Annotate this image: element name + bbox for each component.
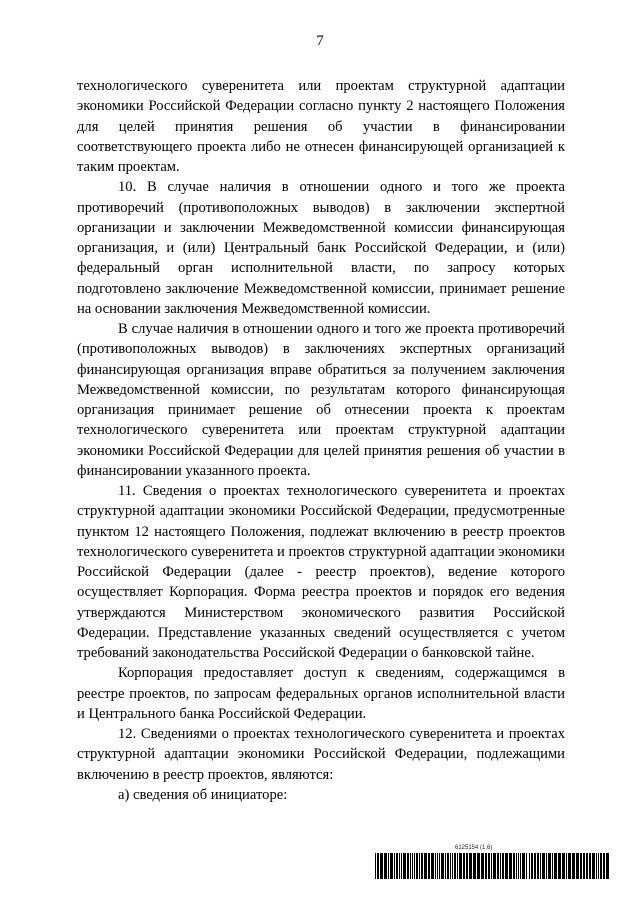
page-number: 7 bbox=[316, 33, 324, 49]
barcode-icon bbox=[375, 853, 609, 879]
paragraph-item-12: 12. Сведениями о проектах технологического суверенитета и проектах структурной адаптации экономики Российской Федерации, подлежащими включению в реестр проектов, являются: bbox=[77, 726, 565, 783]
paragraph-continuation: технологического суверенитета или проектам структурной адаптации экономики Российской Федерации согласно пункту 2 настоящего Положения для целей принятия решения об участии в финансировании соответствующего проекта либо не отнесен финансирующей организацией к таким проектам. bbox=[77, 78, 565, 175]
paragraph-item-11: 11. Сведения о проектах технологического суверенитета и проектах структурной адаптации экономики Российской Федерации, предусмотренные пунктом 12 настоящего Положения, подлежат включению в реестр проектов технологического суверенитета и проектов структурной адаптации экономики Российской Федерации (далее - реестр проектов), ведение которого осуществляет Корпорация. Форма реестра проектов и порядок его ведения утверждаются Министерством экономического развития Российской Федерации. Представление указанных сведений осуществляется с учетом требований законодательства Российской Федерации о банковской тайне. bbox=[77, 483, 565, 661]
paragraph-item-12-a: а) сведения об инициаторе: bbox=[118, 786, 288, 803]
paragraph-item-10-second: В случае наличия в отношении одного и того же проекта противоречий (противоположных выводов) в заключениях экспертных организаций финансирующая организация вправе обратиться за получением заключения Межведомственной комиссии, по результатам которого финансирующая организация принимает решение об отнесении проекта к проектам технологического суверенитета или проектам структурной адаптации экономики Российской Федерации для целей принятия решения об участии в финансировании указанного проекта. bbox=[77, 321, 565, 479]
paragraph-item-10: 10. В случае наличия в отношении одного и того же проекта противоречий (противоположных выводов) в заключении экспертной организации и заключении Межведомственной комиссии финансирующая организация, и (или) Центральный банк Российской Федерации, и (или) федеральный орган исполнительной власти, по запросу которых подготовлено заключение Межведомственной комиссии, принимает решение на основании заключения Межведомственной комиссии. bbox=[77, 179, 565, 317]
document-body bbox=[77, 76, 565, 805]
document-code: 6125154 (1.6) bbox=[455, 845, 493, 851]
paragraph-item-11-second: Корпорация предоставляет доступ к сведениям, содержащимся в реестре проектов, по запросам федеральных органов исполнительной власти и Центрального банка Российской Федерации. bbox=[77, 665, 565, 722]
